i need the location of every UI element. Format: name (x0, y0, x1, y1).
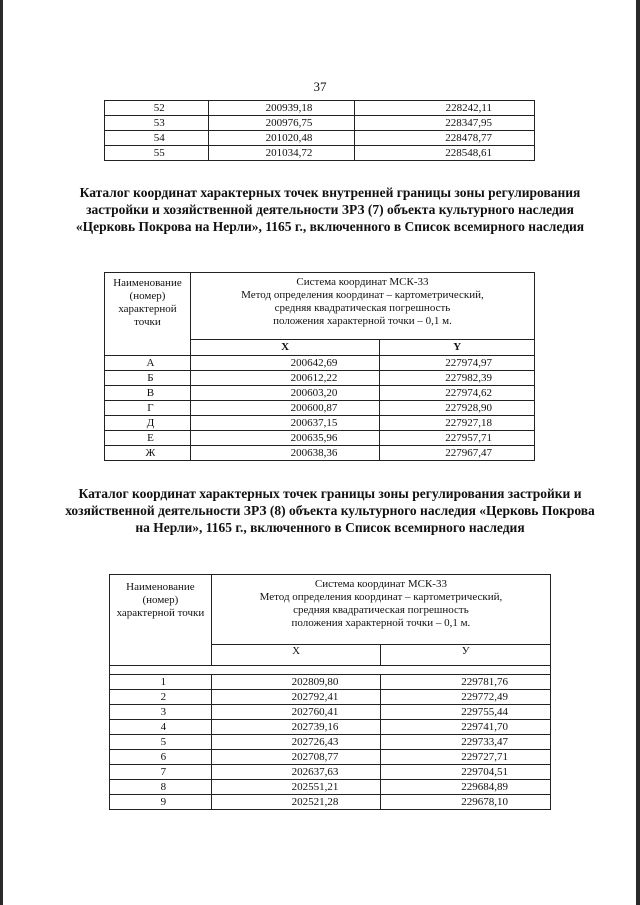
table-row (105, 401, 535, 416)
table-row (110, 765, 551, 780)
point-name-cell: Е (105, 431, 191, 446)
point-name-cell: 7 (110, 765, 212, 780)
x-coordinate-cell: 200638,36 (190, 446, 379, 461)
table-row (105, 146, 535, 161)
point-name-header: Наименование (номер) характерной точки (105, 273, 191, 356)
y-coordinate-cell: 229741,70 (381, 720, 551, 735)
y-coordinate-cell: 229704,51 (381, 765, 551, 780)
x-coordinate-cell: 202809,80 (211, 675, 381, 690)
point-name-cell: 4 (110, 720, 212, 735)
y-coordinate-cell: 227967,47 (380, 446, 535, 461)
point-name-cell: 53 (105, 116, 209, 131)
y-coordinate-cell: 229684,89 (381, 780, 551, 795)
x-coordinate-cell: 202551,21 (211, 780, 381, 795)
y-coordinate-cell: 229733,47 (381, 735, 551, 750)
y-coordinate-cell: 227982,39 (380, 371, 535, 386)
table-row (105, 116, 535, 131)
y-coordinate-cell: 229781,76 (381, 675, 551, 690)
x-coordinate-cell: 200612,22 (190, 371, 379, 386)
section-heading-zrz8: Каталог координат характерных точек границы зоны регулирования застройки и хозяйственной деятельности ЗРЗ (8) объекта культурного наследия «Церковь Покрова на Нерли», 1165 г., включенного в Список всемирного наследия (65, 486, 595, 535)
x-coordinate-cell: 200976,75 (208, 116, 355, 131)
table-row (105, 386, 535, 401)
point-name-cell: Ж (105, 446, 191, 461)
y-column-header: У (381, 644, 551, 665)
point-name-cell: 2 (110, 690, 212, 705)
point-name-cell: 55 (105, 146, 209, 161)
table-row (105, 416, 535, 431)
point-name-cell: В (105, 386, 191, 401)
point-name-cell: А (105, 356, 191, 371)
point-name-cell: 1 (110, 675, 212, 690)
point-name-cell: 9 (110, 795, 212, 810)
x-coordinate-cell: 200642,69 (190, 356, 379, 371)
table-row (110, 690, 551, 705)
page-number: 37 (313, 79, 327, 94)
y-column-header: Y (380, 339, 535, 355)
x-column-header: X (190, 339, 379, 355)
scan-edge-left (0, 0, 3, 905)
table-row (105, 101, 535, 116)
table-row (110, 795, 551, 810)
x-coordinate-cell: 201020,48 (208, 131, 355, 146)
y-coordinate-cell: 229772,49 (381, 690, 551, 705)
header-spacer (110, 666, 551, 675)
y-coordinate-cell: 227927,18 (380, 416, 535, 431)
table-row (105, 431, 535, 446)
table-row (110, 780, 551, 795)
x-coordinate-cell: 202739,16 (211, 720, 381, 735)
section-heading-zrz7: Каталог координат характерных точек внутренней границы зоны регулирования застройки и хозяйственной деятельности ЗРЗ (7) объекта культурного наследия «Церковь Покрова на Нерли», 1165 г., включенного в Список всемирного наследия (75, 185, 585, 234)
y-coordinate-cell: 228478,77 (355, 131, 535, 146)
point-name-cell: Б (105, 371, 191, 386)
x-coordinate-cell: 200603,20 (190, 386, 379, 401)
x-coordinate-cell: 202637,63 (211, 765, 381, 780)
point-name-cell: Г (105, 401, 191, 416)
scan-edge-right (636, 0, 640, 905)
x-coordinate-cell: 202708,77 (211, 750, 381, 765)
point-name-cell: 8 (110, 780, 212, 795)
table-row (105, 371, 535, 386)
x-coordinate-cell: 202760,41 (211, 705, 381, 720)
y-coordinate-cell: 229678,10 (381, 795, 551, 810)
table-row (105, 356, 535, 371)
y-coordinate-cell: 228548,61 (355, 146, 535, 161)
table-row (110, 705, 551, 720)
coordinate-system-header: Система координат МСК-33 Метод определения координат – картометрический, средняя квадратическая погрешность положения характерной точки – 0,1 м. (190, 273, 534, 340)
x-coordinate-cell: 202792,41 (211, 690, 381, 705)
point-name-cell: 3 (110, 705, 212, 720)
y-coordinate-cell: 228347,95 (355, 116, 535, 131)
point-name-cell: 5 (110, 735, 212, 750)
table-row (110, 720, 551, 735)
table-row (110, 750, 551, 765)
point-name-cell: 54 (105, 131, 209, 146)
y-coordinate-cell: 227957,71 (380, 431, 535, 446)
y-coordinate-cell: 227928,90 (380, 401, 535, 416)
x-coordinate-cell: 200600,87 (190, 401, 379, 416)
y-coordinate-cell: 229755,44 (381, 705, 551, 720)
y-coordinate-cell: 227974,62 (380, 386, 535, 401)
table-row (105, 446, 535, 461)
y-coordinate-cell: 229727,71 (381, 750, 551, 765)
coordinates-table-zrz7 (104, 272, 535, 461)
x-coordinate-cell: 200635,96 (190, 431, 379, 446)
x-coordinate-cell: 200939,18 (208, 101, 355, 116)
table-row (110, 675, 551, 690)
x-coordinate-cell: 200637,15 (190, 416, 379, 431)
coordinate-system-header: Система координат МСК-33 Метод определения координат – картометрический, средняя квадратическая погрешность положения характерной точки – 0,1 м. (211, 575, 550, 645)
x-coordinate-cell: 202521,28 (211, 795, 381, 810)
point-name-cell: 6 (110, 750, 212, 765)
coordinates-table-zrz8 (109, 574, 551, 810)
x-column-header: X (211, 644, 381, 665)
y-coordinate-cell: 228242,11 (355, 101, 535, 116)
x-coordinate-cell: 202726,43 (211, 735, 381, 750)
point-name-cell: Д (105, 416, 191, 431)
x-coordinate-cell: 201034,72 (208, 146, 355, 161)
point-name-header: Наименование (номер) характерной точки (110, 575, 212, 666)
point-name-cell: 52 (105, 101, 209, 116)
coordinates-table-continued (104, 100, 535, 161)
table-row (105, 131, 535, 146)
table-row (110, 735, 551, 750)
y-coordinate-cell: 227974,97 (380, 356, 535, 371)
